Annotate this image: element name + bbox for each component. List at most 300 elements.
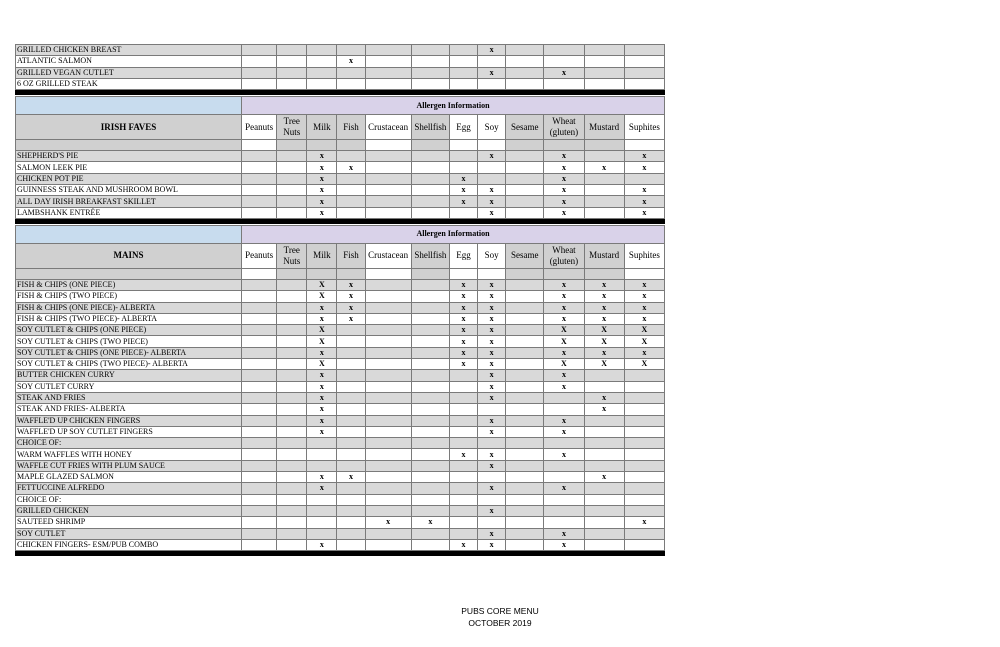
allergen-mark [337, 207, 365, 218]
allergen-mark [337, 404, 365, 415]
allergen-mark: x [544, 207, 584, 218]
allergen-mark [411, 279, 449, 290]
menu-item-name: LAMBSHANK ENTRÉE [16, 207, 242, 218]
allergen-mark [544, 392, 584, 403]
allergen-mark: x [307, 415, 337, 426]
allergen-mark [365, 347, 411, 358]
allergen-mark [411, 78, 449, 89]
allergen-mark [544, 517, 584, 528]
menu-item-name: FISH & CHIPS (TWO PIECE) [16, 291, 242, 302]
allergen-mark: X [584, 359, 624, 370]
table-row [16, 325, 665, 336]
allergen-column-header: Soy [478, 243, 506, 268]
allergen-mark: x [624, 185, 664, 196]
menu-item-name: CHOICE OF: [16, 438, 242, 449]
allergen-mark [449, 45, 477, 56]
allergen-mark [365, 415, 411, 426]
allergen-mark [242, 438, 277, 449]
allergen-mark: x [307, 196, 337, 207]
allergen-mark: x [478, 381, 506, 392]
allergen-mark: x [478, 291, 506, 302]
table-row [16, 347, 665, 358]
table-row [16, 404, 665, 415]
allergen-column-header: Sesame [506, 115, 544, 140]
menu-item-name: GUINNESS STEAK AND MUSHROOM BOWL [16, 185, 242, 196]
allergen-mark: x [478, 336, 506, 347]
allergen-mark [506, 196, 544, 207]
allergen-mark: x [624, 313, 664, 324]
allergen-mark [624, 528, 664, 539]
allergen-mark: x [307, 483, 337, 494]
allergen-mark [242, 359, 277, 370]
allergen-mark [365, 291, 411, 302]
allergen-mark [449, 162, 477, 173]
allergen-mark [277, 78, 307, 89]
allergen-mark [411, 438, 449, 449]
allergen-mark [242, 336, 277, 347]
allergen-mark [242, 528, 277, 539]
allergen-mark [584, 207, 624, 218]
section-divider [16, 551, 665, 556]
allergen-mark [624, 494, 664, 505]
allergen-mark: X [307, 279, 337, 290]
allergen-mark [449, 78, 477, 89]
allergen-mark: X [307, 291, 337, 302]
menu-item-name: SOY CUTLET & CHIPS (ONE PIECE) [16, 325, 242, 336]
allergen-mark [584, 426, 624, 437]
allergen-mark: x [624, 347, 664, 358]
allergen-mark [411, 291, 449, 302]
allergen-mark: x [624, 279, 664, 290]
allergen-mark: x [624, 291, 664, 302]
allergen-mark [337, 392, 365, 403]
allergen-mark [584, 517, 624, 528]
allergen-mark: x [478, 325, 506, 336]
allergen-mark [584, 151, 624, 162]
column-header-row [16, 115, 665, 140]
allergen-mark: x [544, 162, 584, 173]
allergen-mark [277, 151, 307, 162]
section-header-blank [16, 225, 242, 243]
allergen-info-header: Allergen Information [242, 225, 665, 243]
allergen-mark [242, 162, 277, 173]
allergen-mark: x [449, 196, 477, 207]
allergen-mark [449, 381, 477, 392]
allergen-mark [277, 494, 307, 505]
menu-item-name: CHICKEN FINGERS- ESM/PUB COMBO [16, 539, 242, 550]
allergen-mark [307, 67, 337, 78]
allergen-mark [584, 449, 624, 460]
allergen-mark [411, 151, 449, 162]
allergen-mark [584, 370, 624, 381]
allergen-mark [449, 494, 477, 505]
allergen-mark: x [478, 539, 506, 550]
allergen-mark: x [624, 151, 664, 162]
allergen-mark [411, 359, 449, 370]
allergen-column-header: Shellfish [411, 115, 449, 140]
allergen-mark: x [584, 291, 624, 302]
allergen-column-header: Wheat (gluten) [544, 115, 584, 140]
allergen-mark: x [478, 347, 506, 358]
allergen-mark: x [584, 162, 624, 173]
allergen-mark: x [337, 291, 365, 302]
allergen-mark: X [624, 325, 664, 336]
allergen-mark [506, 517, 544, 528]
allergen-mark [544, 460, 584, 471]
table-row [16, 279, 665, 290]
allergen-mark: x [337, 313, 365, 324]
allergen-mark [544, 494, 584, 505]
allergen-mark [337, 151, 365, 162]
allergen-mark [411, 162, 449, 173]
allergen-mark [584, 494, 624, 505]
allergen-mark: x [544, 313, 584, 324]
allergen-mark [277, 449, 307, 460]
allergen-mark: x [544, 302, 584, 313]
allergen-mark [337, 336, 365, 347]
table-row [16, 185, 665, 196]
allergen-mark [277, 415, 307, 426]
section-header-blank [16, 97, 242, 115]
allergen-mark [411, 528, 449, 539]
allergen-mark [307, 460, 337, 471]
allergen-mark [624, 404, 664, 415]
allergen-mark [478, 78, 506, 89]
allergen-mark [624, 173, 664, 184]
allergen-mark [411, 460, 449, 471]
allergen-mark [411, 347, 449, 358]
allergen-mark: x [544, 151, 584, 162]
allergen-mark [478, 494, 506, 505]
menu-item-name: BUTTER CHICKEN CURRY [16, 370, 242, 381]
allergen-mark [411, 45, 449, 56]
table-row [16, 438, 665, 449]
allergen-mark [584, 45, 624, 56]
allergen-mark: x [449, 291, 477, 302]
allergen-mark [337, 438, 365, 449]
allergen-mark [624, 415, 664, 426]
allergen-mark [411, 539, 449, 550]
allergen-mark: x [478, 528, 506, 539]
allergen-mark [365, 528, 411, 539]
allergen-mark [449, 151, 477, 162]
allergen-mark: x [307, 539, 337, 550]
allergen-mark [337, 449, 365, 460]
menu-item-name: WAFFLE'D UP CHICKEN FINGERS [16, 415, 242, 426]
allergen-mark [337, 381, 365, 392]
allergen-mark [506, 173, 544, 184]
allergen-mark: x [584, 279, 624, 290]
allergen-mark [411, 196, 449, 207]
allergen-mark [242, 279, 277, 290]
allergen-mark [506, 359, 544, 370]
footer-date: OCTOBER 2019 [468, 618, 532, 628]
allergen-mark [307, 494, 337, 505]
allergen-mark: x [544, 483, 584, 494]
allergen-mark [506, 460, 544, 471]
table-row [16, 359, 665, 370]
allergen-mark [624, 370, 664, 381]
allergen-mark [242, 173, 277, 184]
allergen-column-header: Shellfish [411, 243, 449, 268]
allergen-mark [411, 302, 449, 313]
allergen-mark [337, 517, 365, 528]
allergen-mark [478, 472, 506, 483]
menu-item-name: ALL DAY IRISH BREAKFAST SKILLET [16, 196, 242, 207]
allergen-mark [584, 78, 624, 89]
allergen-column-header: Milk [307, 115, 337, 140]
allergen-mark [242, 483, 277, 494]
allergen-mark [277, 336, 307, 347]
table-row [16, 517, 665, 528]
allergen-mark [584, 539, 624, 550]
allergen-mark [307, 78, 337, 89]
allergen-mark: x [478, 151, 506, 162]
allergen-mark [506, 56, 544, 67]
allergen-mark: X [544, 325, 584, 336]
menu-item-name: SALMON LEEK PIE [16, 162, 242, 173]
allergen-mark: x [307, 472, 337, 483]
allergen-mark: x [478, 505, 506, 516]
allergen-column-header: Egg [449, 115, 477, 140]
section-title: MAINS [16, 243, 242, 268]
allergen-mark: x [307, 207, 337, 218]
allergen-mark [365, 173, 411, 184]
allergen-mark [277, 472, 307, 483]
allergen-mark [584, 173, 624, 184]
allergen-mark [506, 528, 544, 539]
allergen-mark [365, 404, 411, 415]
allergen-mark: x [478, 45, 506, 56]
allergen-mark [242, 460, 277, 471]
allergen-mark [506, 472, 544, 483]
allergen-mark: x [584, 313, 624, 324]
allergen-mark [478, 173, 506, 184]
allergen-mark [365, 67, 411, 78]
allergen-mark: x [307, 302, 337, 313]
allergen-mark [506, 494, 544, 505]
allergen-mark [277, 45, 307, 56]
section-header-row [16, 225, 665, 243]
allergen-mark [449, 370, 477, 381]
allergen-mark: x [584, 347, 624, 358]
allergen-mark [365, 438, 411, 449]
allergen-mark [544, 56, 584, 67]
allergen-mark: x [544, 426, 584, 437]
allergen-mark [307, 505, 337, 516]
allergen-mark [624, 505, 664, 516]
allergen-table [15, 44, 665, 556]
allergen-mark [411, 185, 449, 196]
allergen-mark: x [478, 196, 506, 207]
allergen-mark [277, 56, 307, 67]
allergen-mark [277, 438, 307, 449]
allergen-mark [506, 539, 544, 550]
allergen-column-header: Milk [307, 243, 337, 268]
table-row [16, 313, 665, 324]
allergen-mark: x [449, 279, 477, 290]
allergen-mark [365, 472, 411, 483]
table-row [16, 483, 665, 494]
allergen-mark [365, 78, 411, 89]
allergen-mark [478, 404, 506, 415]
menu-item-name: WARM WAFFLES WITH HONEY [16, 449, 242, 460]
allergen-mark [337, 347, 365, 358]
allergen-mark [506, 404, 544, 415]
allergen-mark [337, 359, 365, 370]
allergen-mark [277, 279, 307, 290]
allergen-mark [478, 162, 506, 173]
allergen-mark [584, 505, 624, 516]
allergen-mark [411, 325, 449, 336]
menu-item-name: FISH & CHIPS (TWO PIECE)- ALBERTA [16, 313, 242, 324]
allergen-mark [584, 381, 624, 392]
allergen-mark [242, 517, 277, 528]
allergen-mark: x [478, 370, 506, 381]
allergen-mark [242, 392, 277, 403]
allergen-mark [411, 426, 449, 437]
allergen-mark [365, 359, 411, 370]
allergen-mark [277, 67, 307, 78]
allergen-mark [365, 460, 411, 471]
allergen-mark: x [449, 449, 477, 460]
allergen-mark: x [449, 173, 477, 184]
allergen-mark [277, 460, 307, 471]
allergen-mark [365, 336, 411, 347]
allergen-mark [449, 528, 477, 539]
allergen-mark [411, 313, 449, 324]
allergen-mark [449, 505, 477, 516]
table-row [16, 291, 665, 302]
menu-item-name: ATLANTIC SALMON [16, 56, 242, 67]
allergen-mark [449, 56, 477, 67]
allergen-mark [449, 460, 477, 471]
allergen-column-header: Fish [337, 243, 365, 268]
allergen-mark: x [449, 336, 477, 347]
allergen-mark [478, 517, 506, 528]
allergen-mark [242, 56, 277, 67]
allergen-mark: x [478, 359, 506, 370]
allergen-mark [506, 207, 544, 218]
allergen-mark [242, 472, 277, 483]
allergen-mark: x [544, 185, 584, 196]
menu-item-name: SOY CUTLET & CHIPS (TWO PIECE)- ALBERTA [16, 359, 242, 370]
menu-item-name: SAUTEED SHRIMP [16, 517, 242, 528]
allergen-mark [242, 291, 277, 302]
menu-item-name: STEAK AND FRIES [16, 392, 242, 403]
allergen-mark [506, 325, 544, 336]
section-header-row [16, 97, 665, 115]
allergen-mark: x [478, 279, 506, 290]
allergen-mark [506, 302, 544, 313]
allergen-mark: x [584, 404, 624, 415]
allergen-mark: x [337, 302, 365, 313]
allergen-mark [365, 426, 411, 437]
allergen-mark: x [307, 347, 337, 358]
allergen-mark [411, 370, 449, 381]
allergen-mark: x [449, 302, 477, 313]
allergen-mark [449, 392, 477, 403]
allergen-mark [506, 151, 544, 162]
allergen-mark: x [307, 185, 337, 196]
allergen-mark: x [478, 426, 506, 437]
allergen-mark [242, 347, 277, 358]
allergen-column-header: Mustard [584, 115, 624, 140]
allergen-mark [506, 438, 544, 449]
allergen-mark [365, 370, 411, 381]
allergen-mark: x [584, 392, 624, 403]
allergen-mark: x [337, 279, 365, 290]
allergen-mark [584, 528, 624, 539]
allergen-mark [277, 505, 307, 516]
allergen-mark: x [307, 173, 337, 184]
allergen-mark [365, 449, 411, 460]
allergen-mark [337, 539, 365, 550]
allergen-mark [624, 56, 664, 67]
allergen-mark [337, 45, 365, 56]
allergen-mark: x [478, 415, 506, 426]
table-row [16, 415, 665, 426]
allergen-mark [242, 185, 277, 196]
allergen-mark [411, 381, 449, 392]
allergen-mark [277, 173, 307, 184]
allergen-mark [337, 185, 365, 196]
allergen-mark [506, 505, 544, 516]
allergen-mark [411, 449, 449, 460]
allergen-mark [337, 528, 365, 539]
allergen-mark [449, 517, 477, 528]
allergen-mark [277, 185, 307, 196]
allergen-mark [411, 472, 449, 483]
allergen-mark: x [544, 528, 584, 539]
table-row [16, 336, 665, 347]
table-row [16, 173, 665, 184]
allergen-mark: x [478, 449, 506, 460]
allergen-mark: x [624, 196, 664, 207]
allergen-column-header: Fish [337, 115, 365, 140]
allergen-mark [506, 67, 544, 78]
allergen-mark [506, 162, 544, 173]
table-row [16, 45, 665, 56]
allergen-mark [365, 56, 411, 67]
allergen-mark [506, 45, 544, 56]
allergen-mark: x [449, 359, 477, 370]
allergen-mark [478, 438, 506, 449]
allergen-mark: X [307, 336, 337, 347]
table-row [16, 370, 665, 381]
allergen-mark [624, 45, 664, 56]
allergen-mark [624, 483, 664, 494]
allergen-mark [307, 528, 337, 539]
allergen-column-header: Tree Nuts [277, 115, 307, 140]
allergen-mark: x [478, 392, 506, 403]
allergen-mark [449, 472, 477, 483]
table-row [16, 460, 665, 471]
allergen-mark [242, 78, 277, 89]
allergen-mark: x [544, 449, 584, 460]
allergen-mark: x [544, 291, 584, 302]
allergen-mark: x [365, 517, 411, 528]
allergen-mark: x [544, 279, 584, 290]
allergen-mark: x [449, 325, 477, 336]
allergen-mark [584, 185, 624, 196]
allergen-mark [277, 196, 307, 207]
allergen-mark [584, 196, 624, 207]
allergen-column-header: Crustacean [365, 243, 411, 268]
allergen-column-header: Soy [478, 115, 506, 140]
allergen-mark [506, 78, 544, 89]
allergen-mark [337, 196, 365, 207]
